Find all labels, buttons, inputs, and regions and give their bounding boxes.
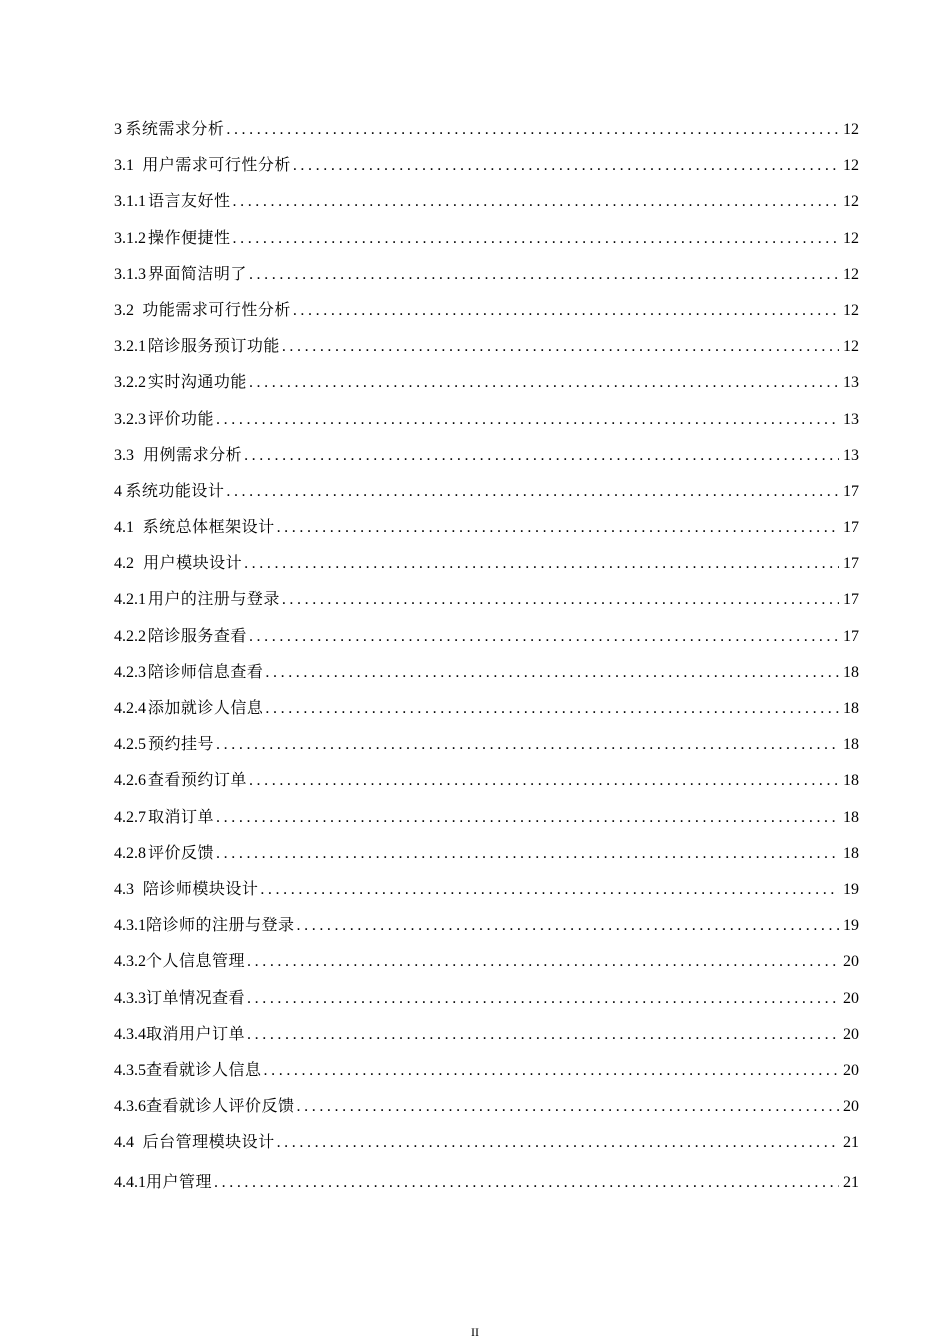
toc-dot-leader — [247, 981, 839, 1017]
toc-entry[interactable] — [114, 365, 859, 401]
toc-entry-title: 实时沟通功能 — [147, 374, 247, 392]
toc-entry-page: 12 — [843, 301, 859, 319]
toc-entry[interactable] — [114, 1161, 859, 1201]
toc-entry-title: 查看就诊人信息 — [146, 1061, 262, 1079]
toc-entry[interactable] — [114, 1053, 859, 1089]
toc-entry-title: 添加就诊人信息 — [147, 700, 264, 717]
toc-dot-leader — [277, 510, 839, 546]
toc-entry-title: 陪诊师信息查看 — [147, 663, 264, 681]
toc-entry[interactable] — [114, 112, 859, 148]
toc-dot-leader — [249, 365, 839, 401]
toc-entry[interactable] — [114, 582, 859, 618]
toc-entry-page: 18 — [843, 663, 859, 681]
toc-entry[interactable] — [114, 474, 859, 510]
toc-entry-number: 3.2 — [114, 301, 134, 319]
toc-dot-leader — [282, 329, 839, 365]
toc-dot-leader — [249, 257, 839, 293]
toc-entry-page: 12 — [843, 338, 859, 356]
toc-entry-number: 4.2.5 — [114, 736, 146, 754]
toc-entry-page: 20 — [843, 953, 859, 971]
toc-entry-number: 4.2.7 — [114, 808, 146, 826]
toc-entry-number: 4.4 — [114, 1134, 134, 1152]
toc-entry-number: 4.2.1 — [114, 591, 146, 609]
toc-entry-number: 4.2.6 — [114, 772, 146, 790]
toc-dot-leader — [214, 1161, 839, 1205]
toc-dot-leader — [293, 148, 839, 184]
toc-entry-page: 21 — [843, 1134, 859, 1152]
toc-entry-page: 17 — [843, 519, 859, 537]
toc-entry-title: 陪诊服务预订功能 — [147, 338, 280, 356]
toc-entry[interactable] — [114, 1125, 859, 1161]
toc-entry-title: 界面简洁明了 — [147, 265, 247, 283]
toc-dot-leader — [247, 1017, 839, 1053]
toc-entry-number: 4.3.5 — [114, 1061, 146, 1079]
toc-entry-number: 3.2.2 — [114, 374, 146, 392]
toc-entry[interactable] — [114, 438, 859, 474]
toc-entry-number: 4.2 — [114, 555, 134, 573]
toc-entry[interactable] — [114, 184, 859, 220]
toc-dot-leader — [216, 800, 839, 836]
toc-entry-title: 用例需求分析 — [143, 446, 243, 464]
toc-entry-title: 取消订单 — [148, 808, 215, 826]
toc-entry-page: 18 — [843, 844, 859, 862]
toc-entry-number: 4.2.4 — [114, 700, 146, 717]
toc-entry-page: 13 — [843, 446, 859, 464]
toc-entry-page: 13 — [843, 410, 859, 428]
toc-dot-leader — [249, 619, 839, 655]
toc-entry-page: 19 — [843, 880, 859, 898]
toc-entry-number: 4.1 — [114, 519, 134, 537]
toc-entry-title: 预约挂号 — [148, 736, 215, 754]
toc-dot-leader — [297, 908, 839, 944]
toc-entry[interactable] — [114, 510, 859, 546]
toc-entry-number: 4.2.2 — [114, 627, 146, 645]
toc-entry-title: 评价反馈 — [148, 844, 215, 862]
toc-entry[interactable] — [114, 1017, 859, 1053]
toc-entry-number: 3.1.2 — [114, 229, 146, 247]
toc-entry-title: 系统需求分析 — [125, 121, 225, 138]
toc-entry[interactable] — [114, 836, 859, 872]
toc-entry-page: 17 — [843, 555, 859, 573]
toc-entry-page: 18 — [843, 808, 859, 826]
toc-entry-number: 3.1.3 — [114, 265, 146, 283]
toc-entry-number: 3.2.1 — [114, 338, 146, 356]
toc-entry-page: 18 — [843, 700, 859, 717]
toc-entry-number: 4.4.1 — [114, 1174, 146, 1192]
toc-entry-title: 系统总体框架设计 — [142, 519, 275, 537]
toc-dot-leader — [282, 582, 839, 618]
toc-entry-title: 后台管理模块设计 — [142, 1134, 275, 1152]
toc-entry[interactable] — [114, 293, 859, 329]
toc-entry-title: 系统功能设计 — [125, 482, 225, 500]
toc-entry-number: 4.3.1 — [114, 917, 146, 935]
toc-dot-leader — [226, 112, 839, 148]
toc-entry-number: 3 — [114, 121, 122, 138]
toc-entry-page: 18 — [843, 736, 859, 754]
toc-entry-page: 12 — [843, 265, 859, 283]
page-number-footer: II — [471, 1325, 479, 1339]
toc-entry-title: 用户需求可行性分析 — [142, 157, 291, 175]
toc-entry-title: 查看预约订单 — [147, 772, 247, 790]
toc-entry[interactable] — [114, 800, 859, 836]
toc-entry-page: 12 — [843, 157, 859, 175]
toc-entry-page: 12 — [843, 229, 859, 247]
toc-dot-leader — [260, 872, 839, 908]
toc-entry-title: 用户模块设计 — [143, 555, 243, 573]
toc-entry[interactable] — [114, 546, 859, 582]
toc-entry-number: 4.3.6 — [114, 1098, 146, 1116]
toc-dot-leader — [249, 763, 839, 799]
toc-dot-leader — [244, 438, 839, 474]
toc-entry-page: 20 — [843, 1025, 859, 1043]
toc-entry[interactable] — [114, 148, 859, 184]
toc-entry-page: 20 — [843, 1061, 859, 1079]
toc-entry-title: 语言友好性 — [147, 193, 231, 211]
toc-entry-title: 操作便捷性 — [147, 229, 231, 247]
toc-entry[interactable] — [114, 763, 859, 799]
toc-entry[interactable] — [114, 691, 859, 727]
toc-entry-page: 20 — [843, 1098, 859, 1116]
toc-entry-page: 12 — [843, 193, 859, 211]
toc-entry-number: 3.1 — [114, 157, 134, 175]
toc-entry[interactable] — [114, 655, 859, 691]
toc-dot-leader — [216, 836, 839, 872]
toc-entry-page: 21 — [843, 1174, 859, 1192]
toc-entry[interactable] — [114, 908, 859, 944]
toc-entry-title: 陪诊师的注册与登录 — [146, 917, 295, 935]
toc-entry-page: 13 — [843, 374, 859, 392]
toc-entry-page: 12 — [843, 121, 859, 138]
toc-entry[interactable] — [114, 981, 859, 1017]
toc-entry[interactable] — [114, 329, 859, 365]
toc-entry-number: 4 — [114, 482, 122, 500]
toc-dot-leader — [265, 655, 839, 691]
toc-entry[interactable] — [114, 944, 859, 980]
toc-entry[interactable] — [114, 1089, 859, 1125]
toc-dot-leader — [265, 691, 839, 727]
toc-entry-number: 3.2.3 — [114, 410, 146, 428]
toc-entry-number: 4.3.2 — [114, 953, 146, 971]
toc-dot-leader — [216, 727, 839, 763]
toc-dot-leader — [297, 1089, 839, 1125]
toc-dot-leader — [244, 546, 839, 582]
toc-entry-title: 取消用户订单 — [146, 1025, 246, 1043]
toc-entry-number: 4.3.4 — [114, 1025, 146, 1043]
toc-entry[interactable] — [114, 257, 859, 293]
toc-entry-number: 3.3 — [114, 446, 134, 464]
toc-entry[interactable] — [114, 221, 859, 257]
toc-entry-page: 17 — [843, 627, 859, 645]
toc-dot-leader — [233, 221, 840, 257]
toc-entry-number: 3.1.1 — [114, 193, 146, 211]
table-of-contents — [114, 112, 859, 1201]
toc-entry-page: 19 — [843, 917, 859, 935]
toc-dot-leader — [247, 944, 839, 980]
toc-dot-leader — [216, 402, 839, 438]
toc-entry-title: 订单情况查看 — [146, 989, 246, 1007]
toc-entry[interactable] — [114, 727, 859, 763]
toc-dot-leader — [226, 474, 839, 510]
toc-entry[interactable] — [114, 619, 859, 655]
toc-dot-leader — [293, 293, 839, 329]
toc-entry[interactable] — [114, 872, 859, 908]
toc-entry-title: 评价功能 — [148, 410, 215, 428]
toc-entry-title: 用户的注册与登录 — [147, 591, 280, 609]
toc-entry-title: 个人信息管理 — [146, 953, 246, 971]
toc-entry[interactable] — [114, 402, 859, 438]
toc-entry-page: 17 — [843, 591, 859, 609]
toc-entry-page: 18 — [843, 772, 859, 790]
toc-entry-page: 17 — [843, 482, 859, 500]
toc-dot-leader — [233, 184, 840, 220]
toc-entry-number: 4.3.3 — [114, 989, 146, 1007]
toc-entry-title: 查看就诊人评价反馈 — [146, 1098, 295, 1116]
toc-entry-number: 4.3 — [114, 880, 134, 898]
toc-entry-title: 陪诊服务查看 — [147, 627, 247, 645]
toc-entry-number: 4.2.3 — [114, 663, 146, 681]
toc-entry-title: 陪诊师模块设计 — [142, 880, 259, 898]
toc-dot-leader — [277, 1125, 839, 1161]
toc-entry-title: 用户管理 — [146, 1174, 213, 1192]
toc-dot-leader — [264, 1053, 839, 1089]
toc-entry-number: 4.2.8 — [114, 844, 146, 862]
toc-entry-title: 功能需求可行性分析 — [142, 301, 291, 319]
toc-entry-page: 20 — [843, 989, 859, 1007]
